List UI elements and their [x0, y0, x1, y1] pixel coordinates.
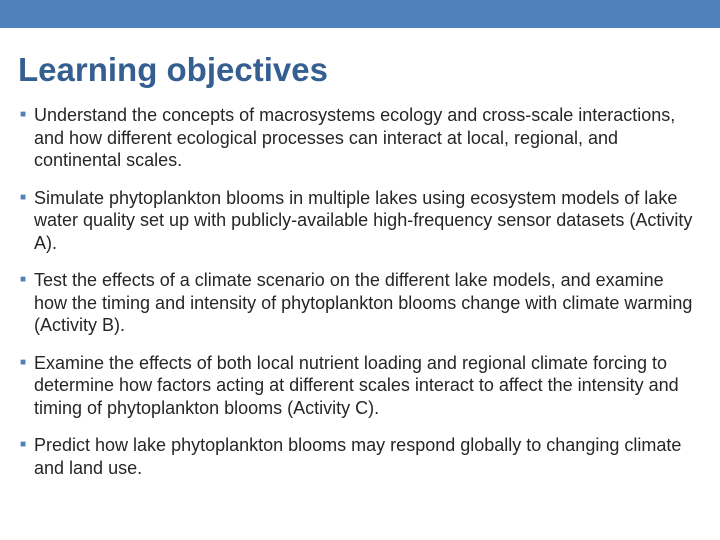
- square-bullet-icon: ■: [20, 439, 27, 450]
- square-bullet-icon: ■: [20, 356, 27, 368]
- objective-text: Simulate phytoplankton blooms in multiple lakes using ecosystem models of lake water quality set up with publicly-available high-frequency sensor datasets (Activity A).: [34, 187, 693, 253]
- square-bullet-icon: ■: [20, 191, 27, 203]
- objectives-list: [20, 104, 700, 494]
- objective-item: [20, 269, 700, 337]
- square-bullet-icon: ■: [20, 274, 27, 285]
- slide-title: Learning objectives: [18, 51, 328, 88]
- header-bar: [0, 0, 720, 28]
- objective-item: [20, 187, 700, 255]
- objective-text: Predict how lake phytoplankton blooms may respond globally to changing climate and land use.: [34, 435, 682, 478]
- square-bullet-icon: ■: [20, 109, 27, 120]
- objective-item: [20, 434, 700, 479]
- objective-text: Examine the effects of both local nutrient loading and regional climate forcing to determine how factors acting at different scales interact to affect the intensity and timing of phytoplankton blooms (Activity C).: [34, 352, 679, 418]
- objective-text: Test the effects of a climate scenario on the different lake models, and examine how the timing and intensity of phytoplankton blooms change with climate warming (Activity B).: [34, 270, 693, 335]
- objective-item: [20, 104, 700, 172]
- objective-item: [20, 352, 700, 420]
- objective-text: Understand the concepts of macrosystems ecology and cross-scale interactions, and how different ecological processes can interact at local, regional, and continental scales.: [34, 105, 676, 170]
